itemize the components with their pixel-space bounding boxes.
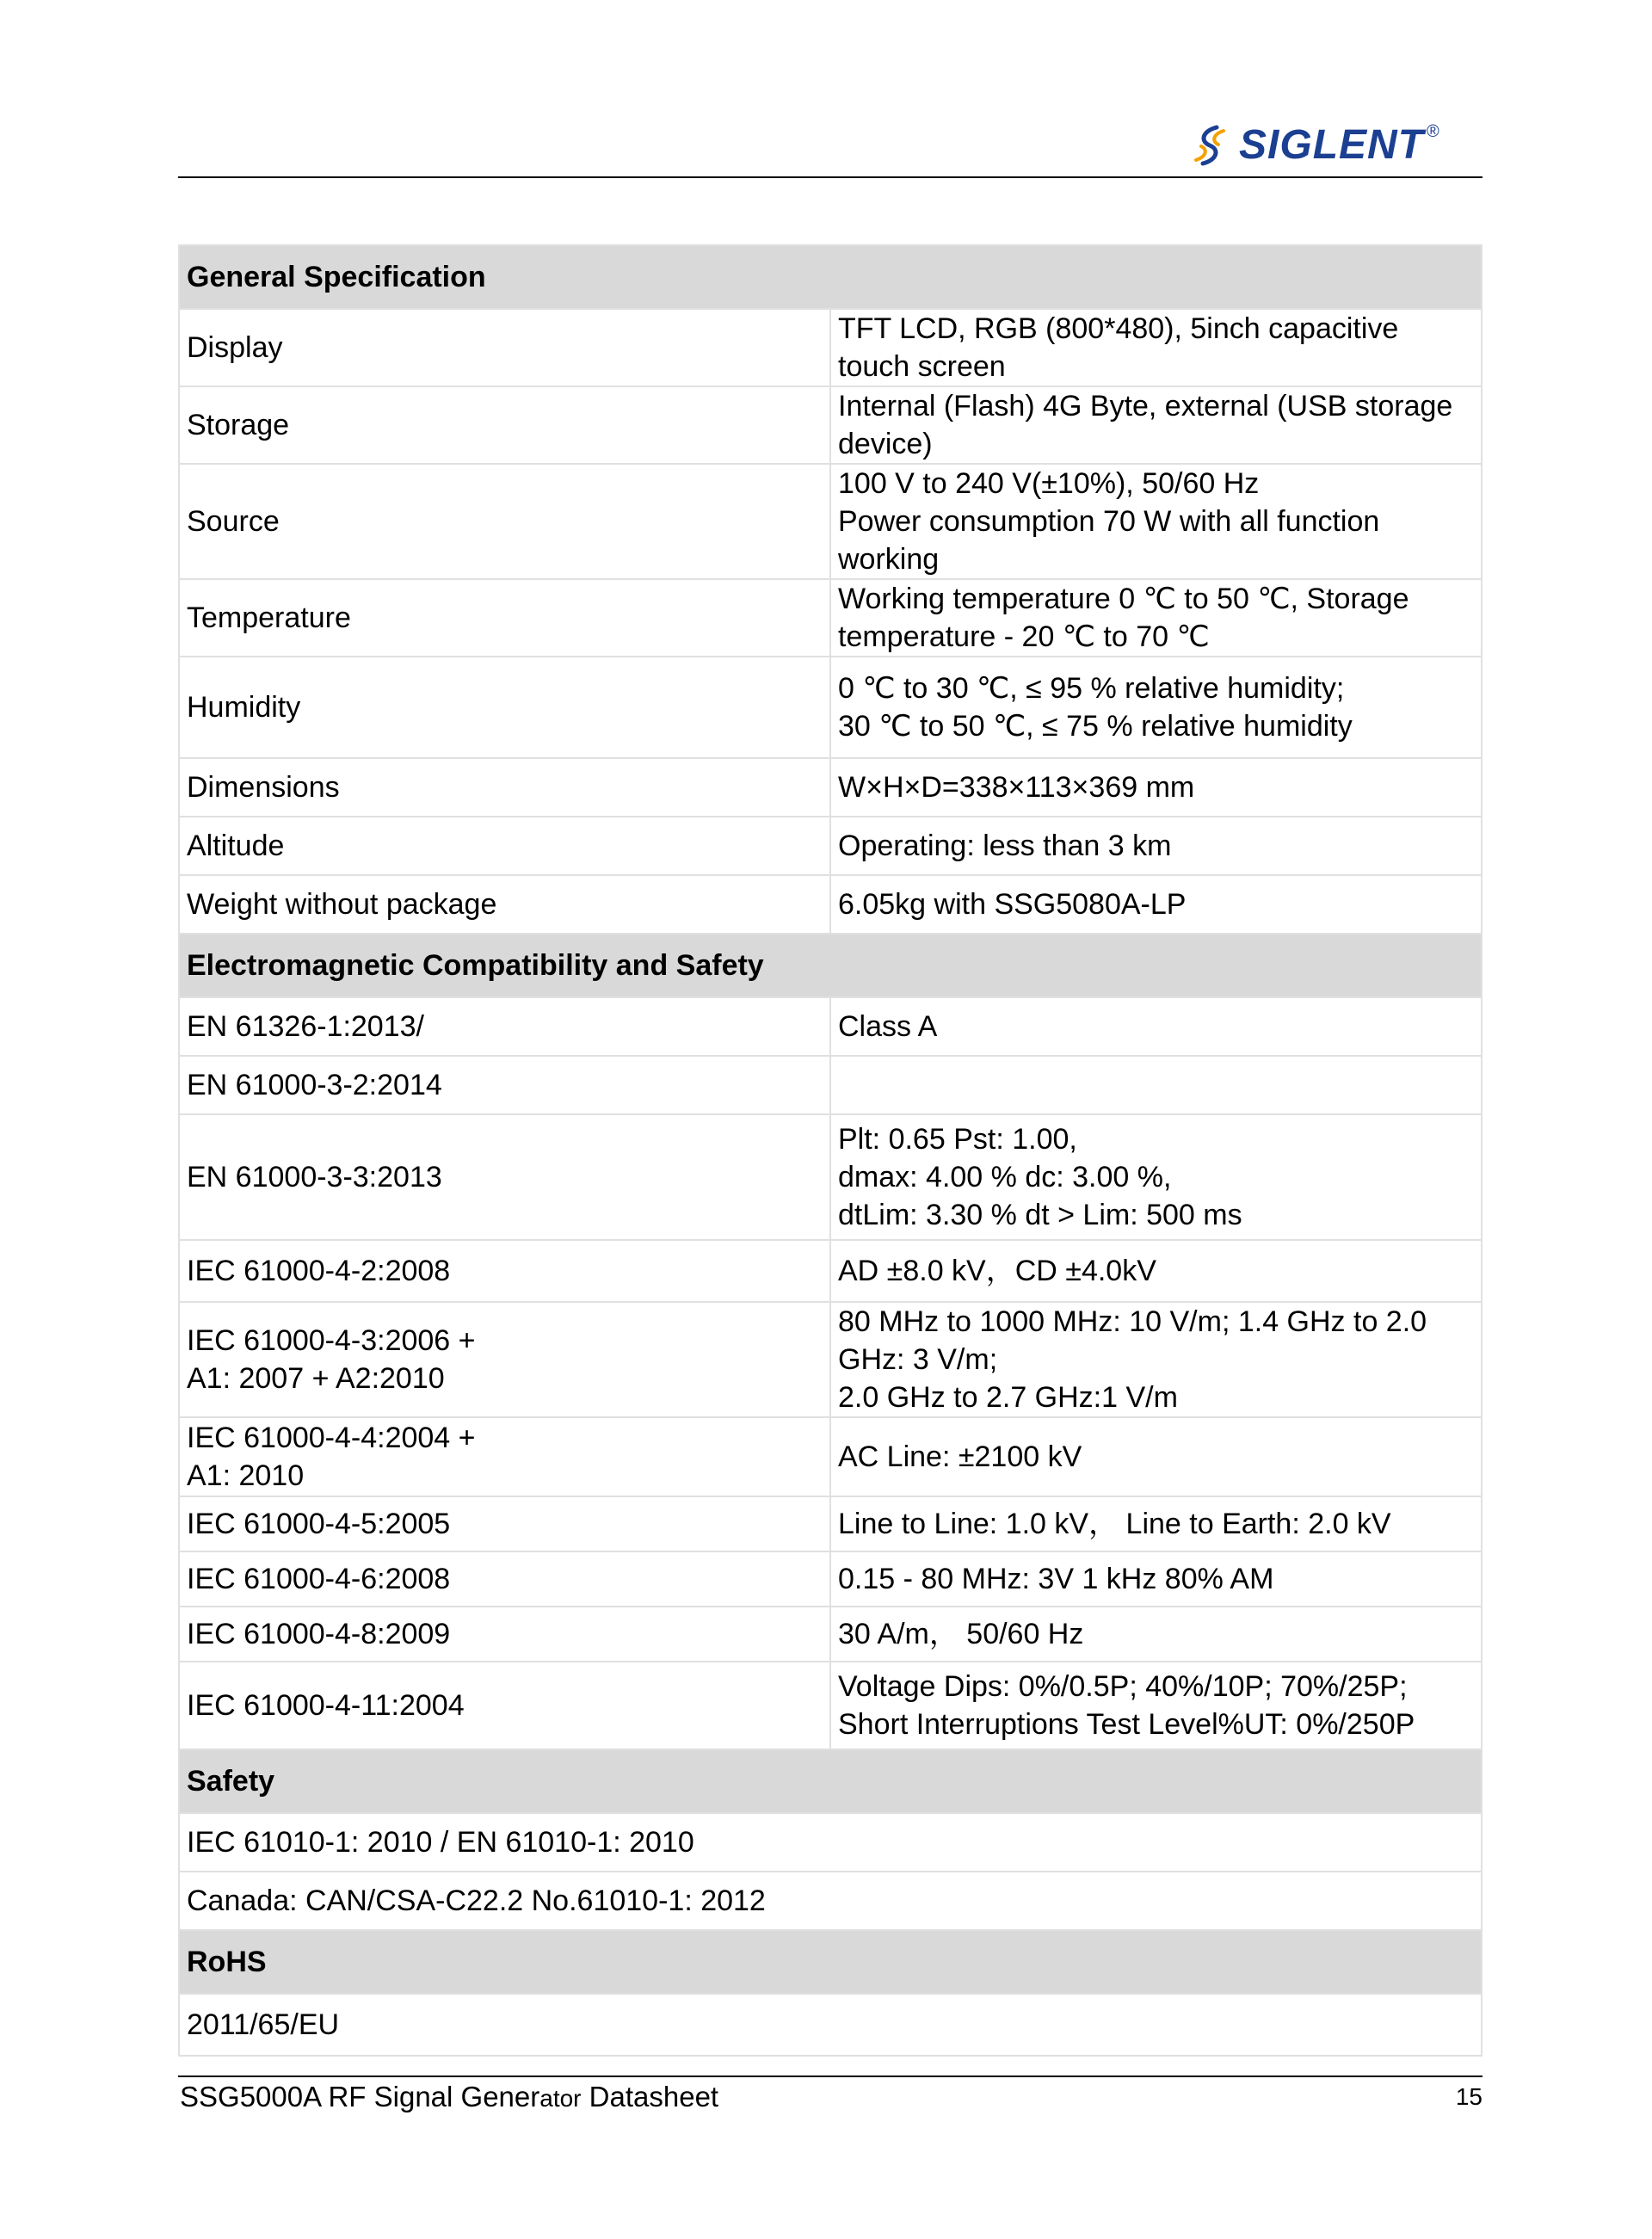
table-row [179,875,1482,934]
table-row [179,1994,1482,2056]
section-header-rohs [179,1930,1482,1994]
siglent-wave-icon [1187,122,1237,169]
row-label: EN 61000-3-3:2013 [179,1114,830,1240]
row-value: Canada: CAN/CSA-C22.2 No.61010-1: 2012 [179,1872,1482,1930]
table-row [179,1114,1482,1240]
row-value: AC Line: ±2100 kV [830,1417,1482,1496]
table-row [179,758,1482,817]
row-label: IEC 61000-4-11:2004 [179,1662,830,1749]
table-row [179,1302,1482,1417]
table-row [179,1813,1482,1872]
row-value: 0.15 - 80 MHz: 3V 1 kHz 80% AM [830,1551,1482,1607]
table-row [179,464,1482,579]
row-value: AD ±8.0 kV，CD ±4.0kV [830,1240,1482,1302]
row-value: Voltage Dips: 0%/0.5P; 40%/10P; 70%/25P; Short Interruptions Test Level%UT: 0%/250P [830,1662,1482,1749]
table-row [179,817,1482,875]
row-value: TFT LCD, RGB (800*480), 5inch capacitive touch screen [830,309,1482,386]
table-row [179,1551,1482,1607]
section-title: General Specification [179,245,1482,309]
section-title: Safety [179,1749,1482,1813]
section-header-general [179,245,1482,309]
table-row [179,1240,1482,1302]
spec-table [178,244,1482,2057]
header-divider [178,176,1482,178]
row-label: EN 61000-3-2:2014 [179,1056,830,1114]
row-value: 6.05kg with SSG5080A-LP [830,875,1482,934]
table-row [179,309,1482,386]
table-row [179,1496,1482,1551]
row-label: IEC 61000-4-6:2008 [179,1551,830,1607]
table-row [179,386,1482,464]
row-label: Storage [179,386,830,464]
table-row [179,1056,1482,1114]
row-value: 100 V to 240 V(±10%), 50/60 Hz Power consumption 70 W with all function working [830,464,1482,579]
section-title: Electromagnetic Compatibility and Safety [179,934,1482,997]
row-value: IEC 61010-1: 2010 / EN 61010-1: 2010 [179,1813,1482,1872]
section-header-emc [179,934,1482,997]
row-label: Source [179,464,830,579]
row-value: Class A [830,997,1482,1056]
row-value: Plt: 0.65 Pst: 1.00, dmax: 4.00 % dc: 3.00 %, dtLim: 3.30 % dt > Lim: 500 ms [830,1114,1482,1240]
siglent-logo [1187,122,1439,169]
row-label: Weight without package [179,875,830,934]
registered-mark: ® [1427,121,1439,141]
row-value: 2011/65/EU [179,1994,1482,2056]
row-value: Operating: less than 3 km [830,817,1482,875]
table-row [179,657,1482,758]
row-label: IEC 61000-4-5:2005 [179,1496,830,1551]
row-label: IEC 61000-4-2:2008 [179,1240,830,1302]
table-row [179,997,1482,1056]
row-value: 0 ℃ to 30 ℃, ≤ 95 % relative humidity; 30 ℃ to 50 ℃, ≤ 75 % relative humidity [830,657,1482,758]
page-number: 15 [1455,2083,1482,2110]
brand-name: SIGLENT [1239,122,1425,168]
row-value: 30 A/m， 50/60 Hz [830,1607,1482,1662]
row-label: Temperature [179,579,830,657]
table-row [179,579,1482,657]
row-value: W×H×D=338×113×369 mm [830,758,1482,817]
table-row [179,1417,1482,1496]
row-value: Line to Line: 1.0 kV， Line to Earth: 2.0 kV [830,1496,1482,1551]
row-label: IEC 61000-4-3:2006 + A1: 2007 + A2:2010 [179,1302,830,1417]
row-label: Dimensions [179,758,830,817]
row-label: Humidity [179,657,830,758]
section-title: RoHS [179,1930,1482,1994]
table-row [179,1872,1482,1930]
row-label: Display [179,309,830,386]
row-label: EN 61326-1:2013/ [179,997,830,1056]
section-header-safety [179,1749,1482,1813]
row-label: IEC 61000-4-4:2004 + A1: 2010 [179,1417,830,1496]
row-label: IEC 61000-4-8:2009 [179,1607,830,1662]
row-value [830,1056,1482,1114]
footer-title: SSG5000A RF Signal Generator Datasheet [180,2081,719,2113]
row-value: Working temperature 0 ℃ to 50 ℃, Storage temperature - 20 ℃ to 70 ℃ [830,579,1482,657]
table-row [179,1662,1482,1749]
row-value: 80 MHz to 1000 MHz: 10 V/m; 1.4 GHz to 2.0 GHz: 3 V/m; 2.0 GHz to 2.7 GHz:1 V/m [830,1302,1482,1417]
row-value: Internal (Flash) 4G Byte, external (USB storage device) [830,386,1482,464]
table-row [179,1607,1482,1662]
row-label: Altitude [179,817,830,875]
